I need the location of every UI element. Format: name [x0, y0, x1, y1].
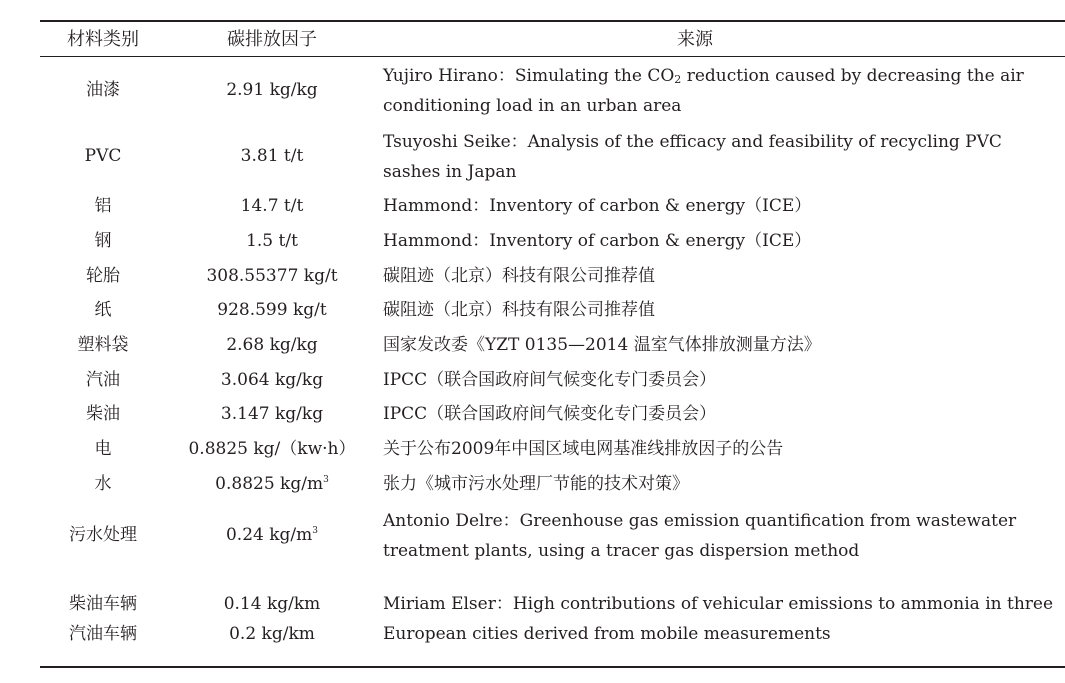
table-cell-source: 关于公布2009年中国区域电网基准线排放因子的公告: [383, 439, 784, 459]
table-cell-material: PVC: [84, 146, 122, 166]
table-cell-material: 纸: [94, 300, 112, 320]
table-cell-source: IPCC（联合国政府间气候变化专门委员会）: [383, 370, 717, 390]
table-cell-source-line2: treatment plants, using a tracer gas dispersion method: [383, 541, 860, 561]
table-cell-source: IPCC（联合国政府间气候变化专门委员会）: [383, 404, 717, 424]
table-cell-factor: 308.55377 kg/t: [206, 266, 338, 286]
table-cell-factor: 3.064 kg/kg: [220, 370, 324, 390]
table-cell-factor: 3.81 t/t: [240, 146, 304, 166]
table-cell-factor: 0.8825 kg/（kw·h）: [188, 439, 356, 459]
table-cell-material: 柴油车辆: [69, 594, 137, 614]
table-header-rule: [40, 56, 1065, 57]
table-cell-factor: 2.68 kg/kg: [226, 335, 318, 355]
table-cell-source: Tsuyoshi Seike：Analysis of the efficacy and feasibility of recycling PVC: [383, 132, 1002, 152]
table-cell-material: 水: [94, 474, 112, 494]
table-cell-source: Hammond：Inventory of carbon & energy（ICE）: [383, 196, 812, 216]
table-cell-source-line2: European cities derived from mobile measurements: [383, 624, 831, 644]
header-factor: 碳排放因子: [227, 29, 317, 50]
table-cell-material: 柴油: [86, 404, 120, 424]
table-cell-source: Miriam Elser：High contributions of vehicular emissions to ammonia in three: [383, 594, 1054, 614]
table-cell-material: 汽油: [86, 370, 120, 390]
table-cell-source-line2: conditioning load in an urban area: [383, 96, 682, 116]
table-cell-factor: 0.14 kg/km: [223, 594, 321, 614]
table-cell-material: 铝: [94, 196, 112, 216]
table-cell-material: 油漆: [86, 80, 120, 100]
table-cell-material: 塑料袋: [77, 335, 129, 355]
table-cell-source: 张力《城市污水处理厂节能的技术对策》: [383, 474, 689, 494]
table-cell-source-line2: sashes in Japan: [383, 162, 517, 182]
table-cell-factor: 14.7 t/t: [240, 196, 304, 216]
table-cell-source: 碳阻迹（北京）科技有限公司推荐值: [383, 266, 655, 286]
table-top-rule: [40, 20, 1065, 22]
table-bottom-rule: [40, 666, 1065, 668]
table-cell-factor: 2.91 kg/kg: [226, 80, 318, 100]
table-cell-material: 轮胎: [86, 266, 120, 286]
table-cell-material: 电: [94, 439, 112, 459]
table-cell-factor: 0.2 kg/km: [229, 624, 315, 644]
table-cell-source: 碳阻迹（北京）科技有限公司推荐值: [383, 300, 655, 320]
table-cell-factor: 0.8825 $kg/m^3$: [215, 474, 329, 494]
header-material: 材料类别: [67, 29, 139, 50]
table-cell-source: Antonio Delre：Greenhouse gas emission quantification from wastewater: [383, 511, 1017, 531]
table-cell-source: Hammond：Inventory of carbon & energy（ICE）: [383, 231, 812, 251]
table-cell-material: 汽油车辆: [69, 624, 137, 644]
table-cell-source: Yujiro Hirano：Simulating the $CO_2$ reduction caused by decreasing the air: [383, 66, 1024, 86]
table-cell-factor: 1.5 t/t: [246, 231, 298, 251]
table-cell-material: 钢: [94, 231, 112, 251]
header-source: 来源: [677, 29, 713, 50]
table-cell-factor: 0.24 $kg/m^3$: [225, 525, 319, 545]
table-cell-material: 污水处理: [69, 525, 137, 545]
table-cell-factor: 928.599 kg/t: [217, 300, 327, 320]
table-cell-source: 国家发改委《YZT 0135—2014 温室气体排放测量方法》: [383, 335, 821, 355]
table-cell-factor: 3.147 kg/kg: [220, 404, 324, 424]
